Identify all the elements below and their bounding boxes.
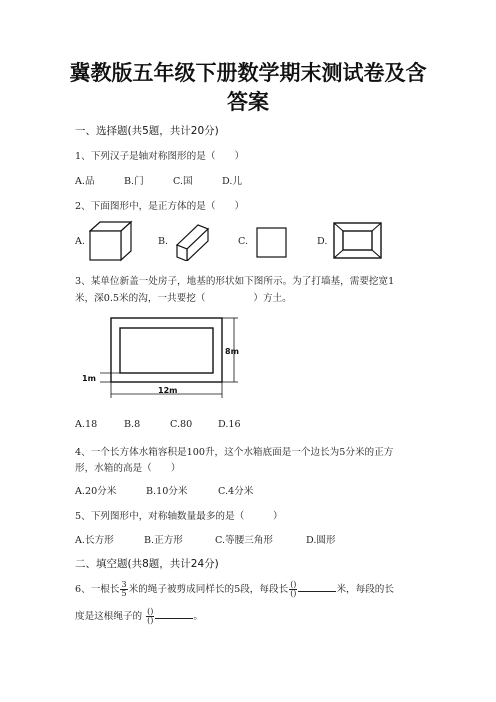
q1-option-b: B.门 <box>124 176 144 187</box>
q1-option-d: D.儿 <box>222 176 242 187</box>
q6-blank1-denominator: () <box>290 589 297 598</box>
q6-blank1-numerator: () <box>290 580 297 589</box>
q2-shape-d-frame <box>333 222 383 260</box>
q6-text-start: 6、一根长 <box>75 584 120 595</box>
q2-shape-c-square <box>256 227 288 259</box>
q6-fraction-numerator: 3 <box>121 580 127 589</box>
height-label: 8m <box>225 347 239 356</box>
ditch-width-label: 1m <box>82 374 96 383</box>
section-heading-fill: 二、填空题(共8题，共计24分) <box>75 558 219 570</box>
question-6-line1 <box>75 581 394 598</box>
question-6-line2 <box>75 608 203 625</box>
question-1-text: 1、下列汉子是轴对称图形的是（ ） <box>75 151 245 162</box>
q5-option-b: B.正方形 <box>144 535 183 546</box>
q6-answer-blank-2 <box>155 610 193 619</box>
q6-line2-text: 度是这根绳子的 <box>75 611 143 622</box>
document-title-line1: 冀教版五年级下册数学期末测试卷及含 <box>69 61 427 85</box>
q6-answer-fraction-2 <box>146 608 154 625</box>
q6-text-middle: 米的绳子被剪成同样长的5段，每段长 <box>128 584 289 595</box>
q6-answer-fraction-1 <box>289 581 297 598</box>
document-title-line2: 答案 <box>227 90 269 114</box>
q3-foundation-figure <box>80 315 245 405</box>
section-heading-choice: 一、选择题(共5题，共计20分) <box>75 125 219 137</box>
question-4-line1: 4、一个长方体水箱容积是100升，这个水箱底面是一个边长为5分米的正方 <box>75 447 394 458</box>
q5-option-d: D.圆形 <box>306 535 336 546</box>
question-3-line1: 3、某单位新盖一处房子，地基的形状如下图所示。为了打墙基，需要挖宽1 <box>75 276 395 287</box>
q1-option-c: C.国 <box>173 176 193 187</box>
q6-answer-blank-1 <box>298 583 336 592</box>
q6-blank2-numerator: () <box>147 607 154 616</box>
q4-option-b: B.10分米 <box>146 486 188 497</box>
q4-option-c: C.4分米 <box>218 486 254 497</box>
q2-label-a: A. <box>75 236 85 247</box>
q3-option-b: B.8 <box>124 419 141 430</box>
q5-option-a: A.长方形 <box>75 535 114 546</box>
question-5-text: 5、下列图形中，对称轴数量最多的是（ ） <box>75 511 283 522</box>
q6-blank2-denominator: () <box>147 616 154 625</box>
q6-line2-end: 。 <box>193 611 203 622</box>
q2-shape-b-prism <box>172 221 212 261</box>
q3-option-c: C.80 <box>170 419 193 430</box>
question-4-line2: 形，水箱的高是（ ） <box>75 463 181 474</box>
q2-shape-a-cube <box>89 220 133 262</box>
q1-option-a: A.品 <box>75 176 95 187</box>
q4-option-a: A.20分米 <box>75 486 117 497</box>
question-3-line2: 米，深0.5米的沟，一共要挖（ ）方土。 <box>75 293 292 304</box>
width-label: 12m <box>158 386 178 395</box>
q3-option-a: A.18 <box>75 419 98 430</box>
q2-label-d: D. <box>317 236 328 247</box>
q6-fraction-denominator: 5 <box>121 589 127 598</box>
question-2-text: 2、下面图形中，是正方体的是（ ） <box>75 201 245 212</box>
q2-label-c: C. <box>238 236 249 247</box>
q6-length-fraction <box>120 581 127 598</box>
q6-text-end: 米，每段的长 <box>336 584 394 595</box>
q2-label-b: B. <box>158 236 169 247</box>
q3-option-d: D.16 <box>218 419 241 430</box>
q5-option-c: C.等腰三角形 <box>215 535 274 546</box>
foundation-inner-rect <box>120 328 213 373</box>
